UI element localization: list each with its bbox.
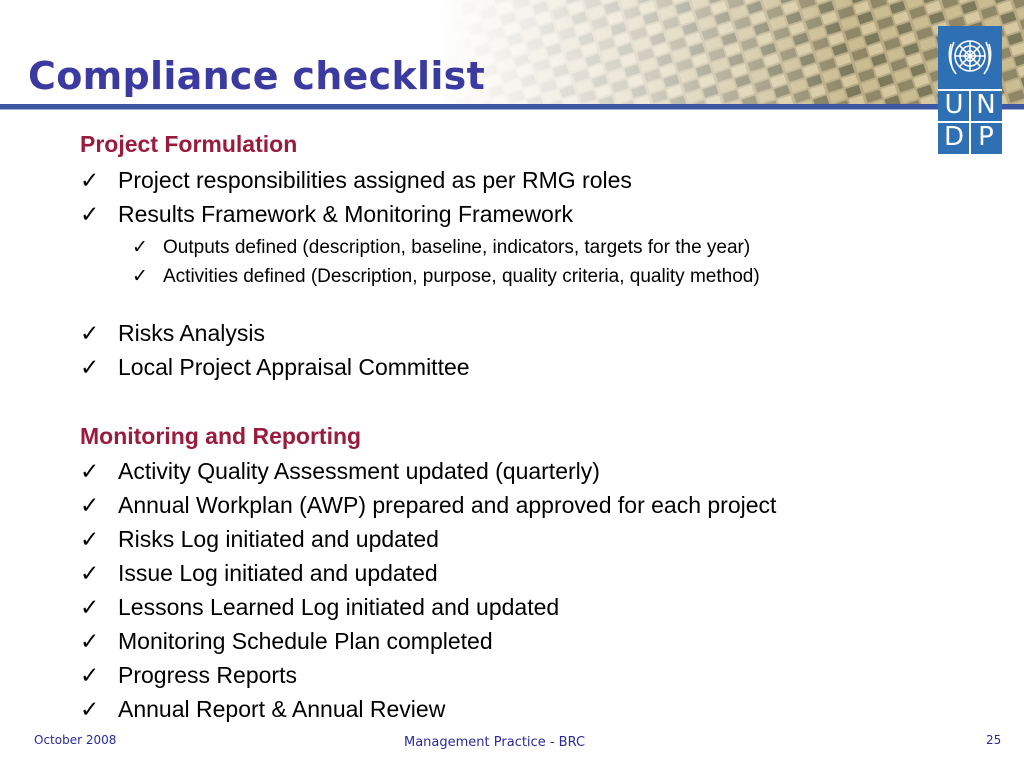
check-icon: ✓ [80, 526, 100, 552]
section-heading: Monitoring and Reporting [80, 423, 362, 449]
checklist-item-text: Local Project Appraisal Committee [118, 354, 470, 380]
check-icon: ✓ [132, 266, 148, 287]
logo-letter: N [976, 90, 996, 120]
checklist-item-text: Risks Analysis [118, 320, 265, 346]
checklist-item-text: Annual Workplan (AWP) prepared and approved for each project [118, 492, 777, 518]
checklist-item-text: Monitoring Schedule Plan completed [118, 628, 493, 654]
header-photo-banner [440, 0, 1024, 108]
logo-letter: U [944, 90, 964, 120]
checklist-item-text: Activity Quality Assessment updated (quarterly) [118, 458, 600, 484]
checklist-subitem-text: Activities defined (Description, purpose, quality criteria, quality method) [163, 266, 760, 287]
check-icon: ✓ [80, 628, 100, 654]
check-icon: ✓ [80, 696, 100, 722]
checklist-item-text: Results Framework & Monitoring Framework [118, 201, 574, 227]
check-icon: ✓ [80, 167, 100, 193]
checklist-item-text: Project responsibilities assigned as per RMG roles [118, 167, 632, 193]
undp-logo [938, 26, 1002, 154]
check-icon: ✓ [80, 594, 100, 620]
checklist-item-text: Issue Log initiated and updated [118, 560, 438, 586]
footer-title: Management Practice - BRC [404, 735, 586, 750]
check-icon: ✓ [80, 320, 100, 346]
un-emblem-icon [944, 30, 996, 86]
section-heading: Project Formulation [80, 131, 298, 157]
check-icon: ✓ [80, 662, 100, 688]
checklist-item-text: Progress Reports [118, 662, 297, 688]
title-underline-rule-thin [0, 109, 1024, 110]
slide-title: Compliance checklist [28, 54, 486, 98]
check-icon: ✓ [80, 560, 100, 586]
checklist-item-text: Annual Report & Annual Review [118, 696, 446, 722]
logo-letter: P [978, 122, 994, 152]
check-icon: ✓ [132, 237, 148, 258]
check-icon: ✓ [80, 458, 100, 484]
slide-number: 25 [986, 733, 1002, 747]
logo-divider [969, 90, 971, 154]
check-icon: ✓ [80, 492, 100, 518]
checklist-item-text: Risks Log initiated and updated [118, 526, 439, 552]
check-icon: ✓ [80, 354, 100, 380]
footer-date: October 2008 [34, 733, 117, 747]
check-icon: ✓ [80, 201, 100, 227]
checklist-subitem-text: Outputs defined (description, baseline, indicators, targets for the year) [163, 237, 751, 258]
checklist-item-text: Lessons Learned Log initiated and updated [118, 594, 560, 620]
logo-letter: D [943, 122, 965, 152]
